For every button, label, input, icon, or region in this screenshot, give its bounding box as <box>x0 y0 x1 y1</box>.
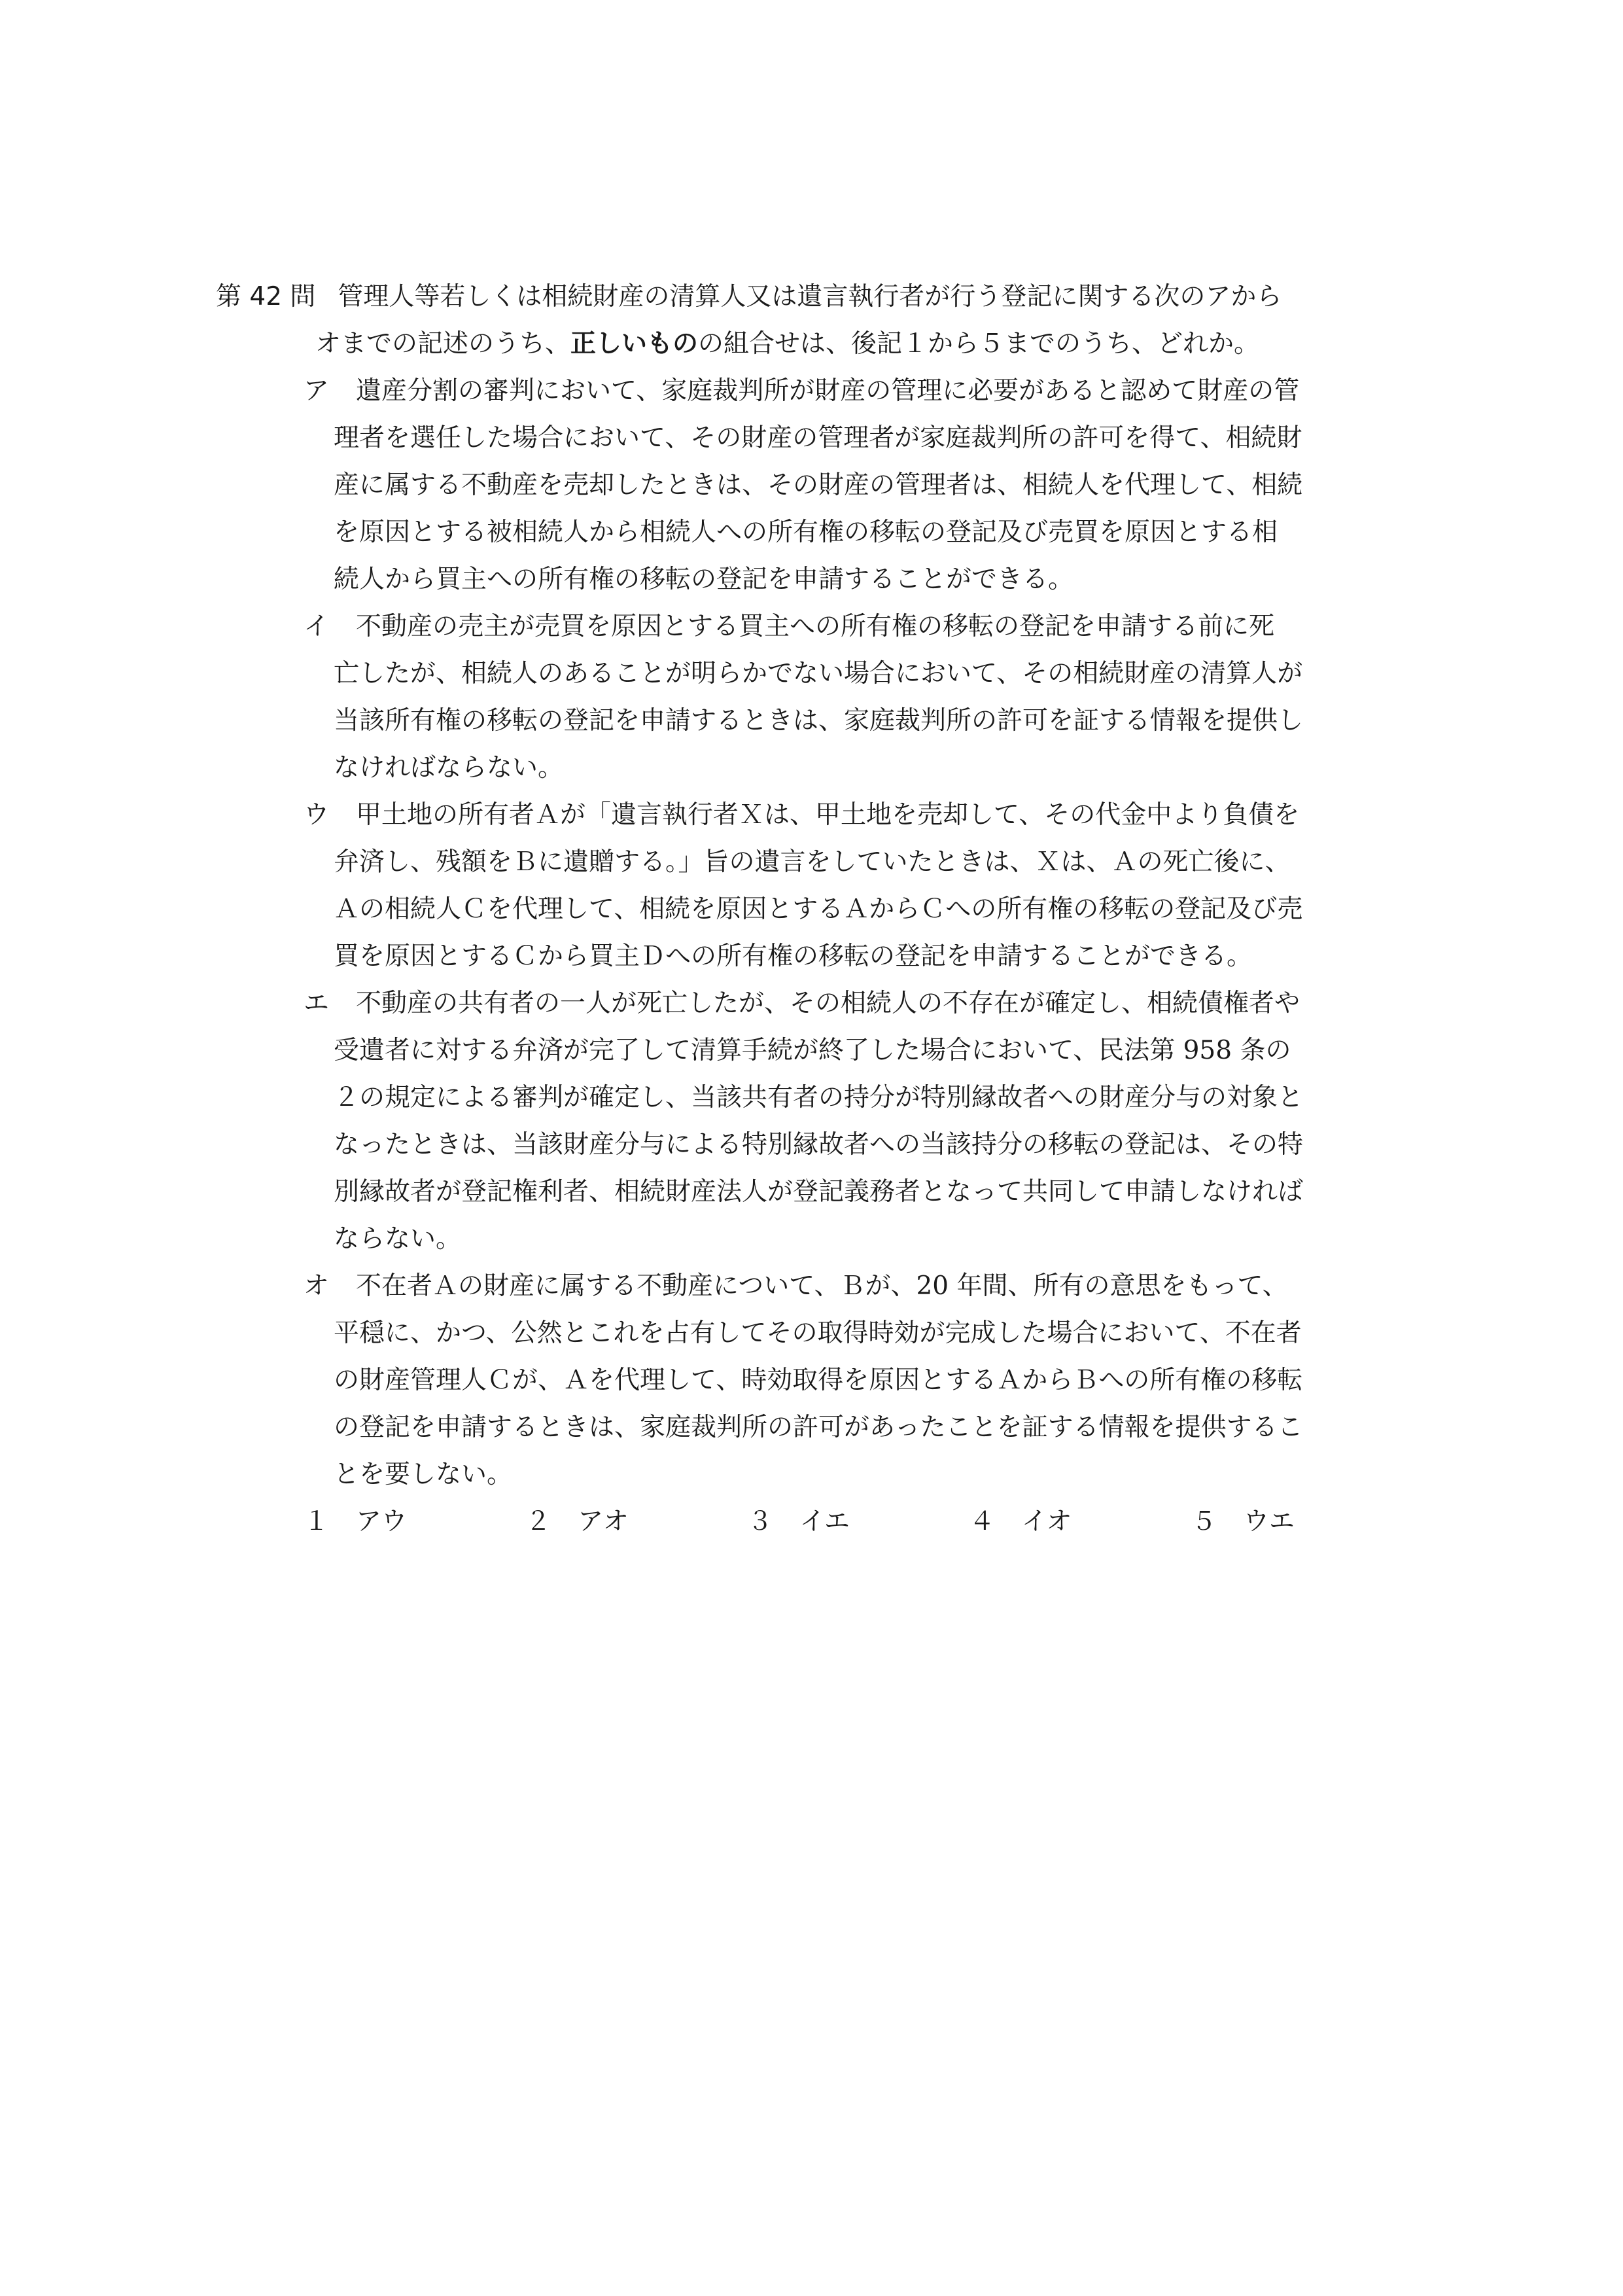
statement-line: ならない。 <box>334 1224 462 1254</box>
statement-line <box>304 980 1413 1027</box>
answer-choice[interactable] <box>747 1498 969 1545</box>
statement-line <box>304 792 1413 839</box>
statement-line: 別縁故者が登記権利者、相続財産法人が登記義務者となって共同して申請しなければ <box>334 1177 1304 1207</box>
statement-line: の財産管理人Ｃが、Ａを代理して、時効取得を原因とするＡからＢへの所有権の移転 <box>334 1366 1303 1395</box>
statement-text: 不動産の共有者の一人が死亡したが、その相続人の不存在が確定し、相続債権者や <box>356 989 1300 1018</box>
statement-mark: エ <box>304 989 330 1018</box>
choice-text: アオ <box>578 1507 629 1536</box>
answer-choice[interactable] <box>304 1498 525 1545</box>
statement-list <box>216 368 1413 1498</box>
statement-line: 当該所有権の移転の登記を申請するときは、家庭裁判所の許可を証する情報を提供し <box>334 706 1304 735</box>
statement-line: ２の規定による審判が確定し、当該共有者の持分が特別縁故者への財産分与の対象と <box>334 1083 1304 1112</box>
choice-number: ５ <box>1191 1507 1217 1536</box>
choice-number: ４ <box>969 1507 995 1536</box>
statement-line: なければならない。 <box>334 753 564 783</box>
statement-text: 甲土地の所有者Ａが「遺言執行者Ｘは、甲土地を売却して、その代金中より負債を <box>356 800 1300 830</box>
question-header <box>216 274 1413 321</box>
choice-number: １ <box>304 1507 330 1536</box>
question-block <box>216 274 1413 1545</box>
statement-line: 産に属する不動産を売却したときは、その財産の管理者は、相続人を代理して、相続 <box>334 470 1303 500</box>
statement-u <box>304 792 1413 980</box>
statement-line: 平穏に、かつ、公然とこれを占有してその取得時効が完成した場合において、不在者 <box>334 1318 1302 1348</box>
statement-line <box>304 368 1413 415</box>
statement-mark: ウ <box>304 800 330 830</box>
choice-text: ウエ <box>1243 1507 1295 1536</box>
statement-line <box>304 1263 1413 1310</box>
statement-line: 弁済し、残額をＢに遺贈する。」旨の遺言をしていたときは、Ｘは、Ａの死亡後に、 <box>334 847 1291 877</box>
answer-choices <box>216 1498 1413 1545</box>
answer-choice[interactable] <box>1191 1498 1413 1545</box>
statement-line: 理者を選任した場合において、その財産の管理者が家庭裁判所の許可を得て、相続財 <box>334 423 1302 453</box>
choice-text: イオ <box>1021 1507 1072 1536</box>
statement-line: 亡したが、相続人のあることが明らかでない場合において、その相続財産の清算人が <box>334 659 1303 688</box>
statement-line: を原因とする被相続人から相続人への所有権の移転の登記及び売買を原因とする相 <box>334 518 1278 547</box>
choice-number: ３ <box>747 1507 773 1536</box>
statement-text: 不在者Ａの財産に属する不動産について、Ｂが、20 年間、所有の意思をもって、 <box>356 1271 1288 1301</box>
stem-text-b: の組合せは、後記１から５までのうち、どれか。 <box>698 329 1260 359</box>
statement-line: 受遺者に対する弁済が完了して清算手続が終了した場合において、民法第 958 条の <box>334 1036 1291 1065</box>
answer-choice[interactable] <box>969 1498 1191 1545</box>
stem-text-a: オまでの記述のうち、 <box>315 329 571 359</box>
statement-i <box>304 603 1413 792</box>
statement-line: 続人から買主への所有権の移転の登記を申請することができる。 <box>334 565 1074 594</box>
statement-line: Ａの相続人Ｃを代理して、相続を原因とするＡからＣへの所有権の移転の登記及び売 <box>334 894 1303 924</box>
statement-line: なったときは、当該財産分与による特別縁故者への当該持分の移転の登記は、その特 <box>334 1130 1304 1159</box>
statement-mark: オ <box>304 1271 330 1301</box>
question-number: 第 42 問 <box>216 282 316 311</box>
statement-o <box>304 1263 1413 1498</box>
stem-emphasis: 正しいもの <box>570 329 699 359</box>
statement-line: 買を原因とするＣから買主Ｄへの所有権の移転の登記を申請することができる。 <box>334 942 1253 971</box>
answer-choice[interactable] <box>525 1498 747 1545</box>
statement-line: とを要しない。 <box>334 1460 513 1489</box>
statement-mark: ア <box>304 376 330 406</box>
choice-text: イエ <box>799 1507 850 1536</box>
question-stem-line1: 管理人等若しくは相続財産の清算人又は遺言執行者が行う登記に関する次のアから <box>338 282 1282 311</box>
statement-text: 不動産の売主が売買を原因とする買主への所有権の移転の登記を申請する前に死 <box>356 612 1275 641</box>
choice-number: ２ <box>525 1507 551 1536</box>
statement-a <box>304 368 1413 603</box>
statement-e <box>304 980 1413 1263</box>
statement-line <box>304 603 1413 650</box>
choice-text: アウ <box>356 1507 408 1536</box>
statement-line: の登記を申請するときは、家庭裁判所の許可があったことを証する情報を提供するこ <box>334 1413 1303 1442</box>
question-stem-line2 <box>216 321 1413 368</box>
statement-mark: イ <box>304 612 330 641</box>
statement-text: 遺産分割の審判において、家庭裁判所が財産の管理に必要があると認めて財産の管 <box>356 376 1300 406</box>
